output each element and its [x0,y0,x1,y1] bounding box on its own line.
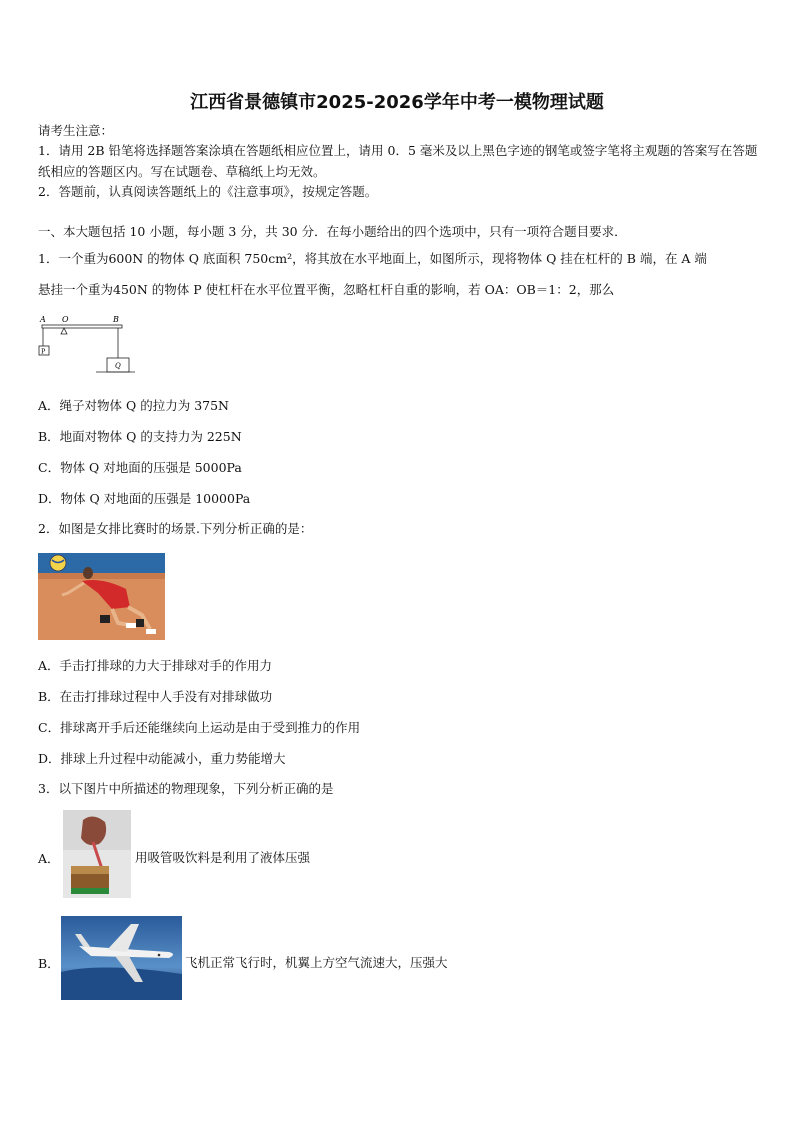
section-heading: 一、本大题包括 10 小题，每小题 3 分，共 30 分．在每小题给出的四个选项中，只有一项符合题目要求． [38,224,627,239]
q1-option-d: D．物体 Q 对地面的压强是 10000Pa [38,491,251,506]
lever-bar [42,325,122,328]
q3-stem: 3．以下图片中所描述的物理现象，下列分析正确的是 [38,781,334,796]
notice-heading: 请考生注意： [38,123,114,138]
q2-stem: 2．如图是女排比赛时的场景.下列分析正确的是： [38,521,313,536]
fulcrum [61,328,67,334]
q1-option-c: C．物体 Q 对地面的压强是 5000Pa [38,460,242,475]
q1-stem-line-2: 悬挂一个重为450N 的物体 P 使杠杆在水平位置平衡，忽略杠杆自重的影响，若 OA：OB＝1：2，那么 [38,282,615,297]
q3-option-a-text: 用吸管吸饮料是利用了液体压强 [135,850,311,865]
q1-option-a: A．绳子对物体 Q 的拉力为 375N [38,398,229,413]
q2-option-d: D．排球上升过程中动能减小，重力势能增大 [38,751,286,766]
notice-item-2: 2．答题前，认真阅读答题纸上的《注意事项》，按规定答题。 [38,184,378,199]
q2-option-a: A．手击打排球的力大于排球对手的作用力 [38,658,273,673]
volleyball-photo [38,553,165,640]
page-title: 江西省景德镇市2025-2026学年中考一模物理试题 [190,92,604,113]
q3-option-a-label: A． [38,851,60,866]
q2-option-b: B．在击打排球过程中人手没有对排球做功 [38,689,273,704]
diagram-label-p: P [41,347,46,356]
q3-option-b-label: B． [38,956,60,971]
straw-drink-photo [63,810,131,898]
diagram-label-b: B [113,315,119,324]
lever-diagram [36,312,136,378]
q1-option-b: B．地面对物体 Q 的支持力为 225N [38,429,242,444]
q1-stem-line-1: 1．一个重为600N 的物体 Q 底面积 750cm²，将其放在水平地面上，如图所示，现将物体 Q 挂在杠杆的 B 端，在 A 端 [38,251,707,266]
notice-item-1: 1．请用 2B 铅笔将选择题答案涂填在答题纸相应位置上，请用 0．5 毫米及以上黑色字迹的钢笔或签字笔将主观题的答案写在答题纸相应的答题区内。写在试题卷、草稿纸上均无效。 [38,143,758,179]
diagram-label-q: Q [115,362,121,370]
q3-option-b-text: 飞机正常飞行时，机翼上方空气流速大，压强大 [185,955,448,970]
airplane-photo [61,916,182,1000]
diagram-label-o: O [62,315,69,324]
diagram-label-a: A [40,315,46,324]
q2-option-c: C．排球离开手后还能继续向上运动是由于受到推力的作用 [38,720,361,735]
